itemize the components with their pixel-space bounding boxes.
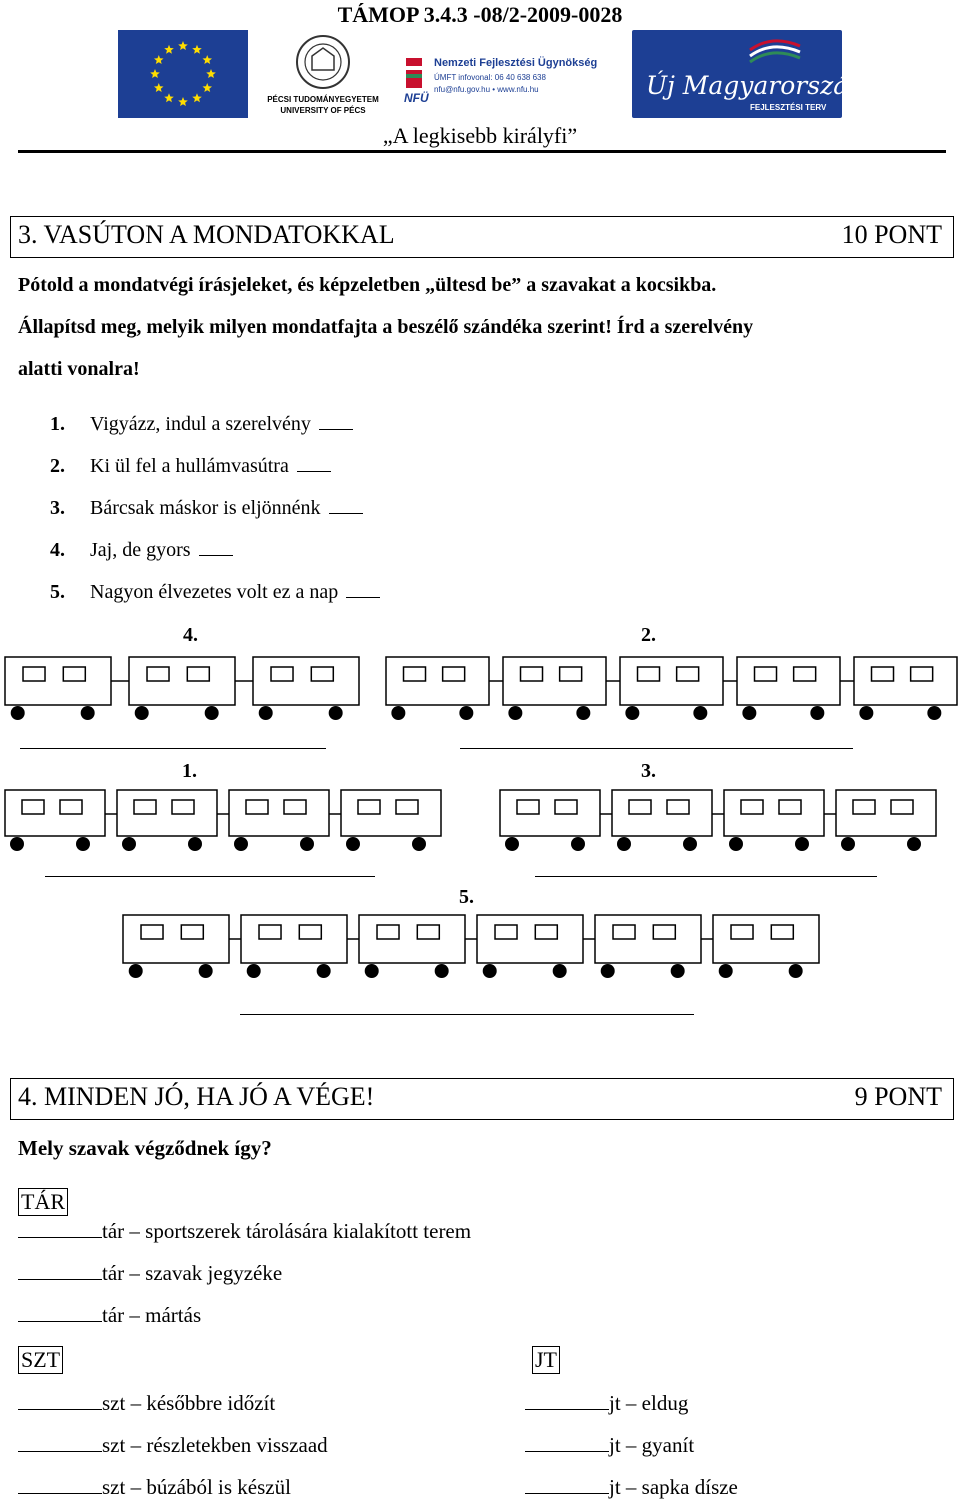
wheel-icon xyxy=(122,837,136,851)
window-icon xyxy=(653,925,675,939)
suffix-jt-box: JT xyxy=(532,1346,560,1374)
tar-item-1 xyxy=(18,1219,471,1244)
window-icon xyxy=(771,925,793,939)
window-icon xyxy=(377,925,399,939)
tar-item-text: tár – mártás xyxy=(102,1303,202,1327)
section4-title: 4. MINDEN JÓ, HA JÓ A VÉGE! xyxy=(18,1082,375,1111)
um-title: Új Magyarország xyxy=(646,71,865,100)
section3-points: 10 PONT xyxy=(841,220,942,249)
train-2-answer-line[interactable] xyxy=(460,748,853,749)
szt-item-2 xyxy=(18,1433,328,1458)
answer-blank[interactable] xyxy=(525,1475,609,1494)
section3-instruction-1: Pótold a mondatvégi írásjeleket, és képzeletben „ültesd be” a szavakat a kocsikba. xyxy=(18,274,717,296)
wheel-icon xyxy=(259,706,273,720)
wheel-icon xyxy=(625,706,639,720)
train-car[interactable] xyxy=(620,657,737,720)
sentence-number: 2. xyxy=(50,455,65,477)
wheel-icon xyxy=(810,706,824,720)
nfu-contact1: ÚMFT infovonal: 06 40 638 638 xyxy=(434,73,546,82)
sentence-text: Bárcsak máskor is eljönnénk xyxy=(90,497,321,519)
train-car[interactable] xyxy=(253,657,359,720)
train-car[interactable] xyxy=(500,790,612,851)
um-sub: FEJLESZTÉSI TERV xyxy=(750,103,827,112)
window-icon xyxy=(613,925,635,939)
section3-title: 3. VASÚTON A MONDATOKKAL xyxy=(18,220,395,249)
train-2 xyxy=(386,657,957,720)
train-car[interactable] xyxy=(612,790,724,851)
sentence-text: Vigyázz, indul a szerelvény xyxy=(90,413,311,435)
window-icon xyxy=(358,800,380,814)
train-5 xyxy=(123,915,819,978)
window-icon xyxy=(181,925,203,939)
wheel-icon xyxy=(435,964,449,978)
tar-item-2 xyxy=(18,1261,282,1286)
window-icon xyxy=(779,800,801,814)
document-subtitle: „A legkisebb királyfi” xyxy=(382,123,578,148)
suffix-szt-box: SZT xyxy=(18,1346,63,1374)
suffix-tar-box: TÁR xyxy=(18,1188,68,1216)
train-car[interactable] xyxy=(229,790,341,851)
window-icon xyxy=(535,925,557,939)
train-label-1: 1. xyxy=(182,760,197,782)
window-icon xyxy=(23,667,45,681)
szt-item-text: szt – későbbre időzít xyxy=(102,1391,276,1415)
wheel-icon xyxy=(576,706,590,720)
window-icon xyxy=(259,925,281,939)
wheel-icon xyxy=(505,837,519,851)
university-name: PÉCSI TUDOMÁNYEGYETEM xyxy=(267,95,379,104)
train-car[interactable] xyxy=(341,790,441,851)
train-car[interactable] xyxy=(241,915,359,978)
wheel-icon xyxy=(907,837,921,851)
window-icon xyxy=(271,667,293,681)
section4-points: 9 PONT xyxy=(854,1082,942,1111)
answer-blank[interactable] xyxy=(18,1219,102,1238)
wheel-icon xyxy=(247,964,261,978)
wheel-icon xyxy=(683,837,697,851)
train-car[interactable] xyxy=(503,657,620,720)
sentence-number: 5. xyxy=(50,581,65,603)
train-car[interactable] xyxy=(129,657,253,720)
answer-blank[interactable] xyxy=(525,1433,609,1452)
train-label-2: 2. xyxy=(641,624,656,646)
wheel-icon xyxy=(329,706,343,720)
wheel-icon xyxy=(234,837,248,851)
window-icon xyxy=(134,800,156,814)
jt-item-text: jt – gyanít xyxy=(609,1433,695,1457)
train-car[interactable] xyxy=(386,657,503,720)
train-car[interactable] xyxy=(123,915,241,978)
wheel-icon xyxy=(11,706,25,720)
wheel-icon xyxy=(412,837,426,851)
window-icon xyxy=(638,667,660,681)
wheel-icon xyxy=(391,706,405,720)
train-car[interactable] xyxy=(737,657,854,720)
window-icon xyxy=(141,925,163,939)
sentence-text: Nagyon élvezetes volt ez a nap xyxy=(90,581,339,603)
train-1-answer-line[interactable] xyxy=(45,876,375,877)
wheel-icon xyxy=(346,837,360,851)
jt-item-text: jt – eldug xyxy=(609,1391,689,1415)
window-icon xyxy=(741,800,763,814)
wheel-icon xyxy=(553,964,567,978)
jt-item-text: jt – sapka dísze xyxy=(609,1475,738,1499)
wheel-icon xyxy=(571,837,585,851)
jt-item-2 xyxy=(525,1433,694,1458)
window-icon xyxy=(891,800,913,814)
train-label-5: 5. xyxy=(459,886,474,908)
sentence-number: 1. xyxy=(50,413,65,435)
nfu-name: Nemzeti Fejlesztési Ügynökség xyxy=(434,57,598,69)
wheel-icon xyxy=(81,706,95,720)
wheel-icon xyxy=(135,706,149,720)
window-icon xyxy=(417,925,439,939)
train-4 xyxy=(5,657,359,720)
wheel-icon xyxy=(205,706,219,720)
university-name-en: UNIVERSITY OF PÉCS xyxy=(280,106,366,115)
window-icon xyxy=(63,667,85,681)
window-icon xyxy=(60,800,82,814)
window-icon xyxy=(872,667,894,681)
wheel-icon xyxy=(601,964,615,978)
train-3-answer-line[interactable] xyxy=(535,876,877,877)
wheel-icon xyxy=(719,964,733,978)
jt-item-1 xyxy=(525,1391,688,1416)
train-car[interactable] xyxy=(359,915,477,978)
wheel-icon xyxy=(729,837,743,851)
wheel-icon xyxy=(841,837,855,851)
sentence-text: Jaj, de gyors xyxy=(90,539,191,561)
train-car[interactable] xyxy=(724,790,836,851)
window-icon xyxy=(246,800,268,814)
window-icon xyxy=(311,667,333,681)
window-icon xyxy=(443,667,465,681)
tar-item-3 xyxy=(18,1303,201,1328)
answer-blank[interactable] xyxy=(18,1391,102,1410)
wheel-icon xyxy=(10,837,24,851)
window-icon xyxy=(404,667,426,681)
window-icon xyxy=(517,800,539,814)
train-label-4: 4. xyxy=(183,624,198,646)
window-icon xyxy=(172,800,194,814)
window-icon xyxy=(853,800,875,814)
window-icon xyxy=(495,925,517,939)
wheel-icon xyxy=(129,964,143,978)
answer-blank[interactable] xyxy=(525,1391,609,1410)
answer-blank[interactable] xyxy=(18,1433,102,1452)
train-5-answer-line[interactable] xyxy=(240,1014,694,1015)
window-icon xyxy=(677,667,699,681)
wheel-icon xyxy=(508,706,522,720)
window-icon xyxy=(299,925,321,939)
train-car[interactable] xyxy=(713,915,819,978)
jt-item-3 xyxy=(525,1475,738,1500)
window-icon xyxy=(794,667,816,681)
window-icon xyxy=(755,667,777,681)
window-icon xyxy=(911,667,933,681)
wheel-icon xyxy=(317,964,331,978)
wheel-icon xyxy=(188,837,202,851)
section3-instruction-3: alatti vonalra! xyxy=(18,358,140,380)
train-car[interactable] xyxy=(477,915,595,978)
train-label-3: 3. xyxy=(641,760,656,782)
train-car[interactable] xyxy=(5,657,129,720)
window-icon xyxy=(22,800,44,814)
window-icon xyxy=(629,800,651,814)
sentence-text: Ki ül fel a hullámvasútra xyxy=(90,455,289,477)
project-code: TÁMOP 3.4.3 -08/2-2009-0028 xyxy=(337,2,623,27)
window-icon xyxy=(521,667,543,681)
answer-blank[interactable] xyxy=(18,1475,102,1494)
train-3 xyxy=(500,790,936,851)
train-4-answer-line[interactable] xyxy=(20,748,326,749)
window-icon xyxy=(560,667,582,681)
section4-question: Mely szavak végződnek így? xyxy=(18,1136,272,1160)
wheel-icon xyxy=(671,964,685,978)
wheel-icon xyxy=(199,964,213,978)
wheel-icon xyxy=(859,706,873,720)
sentence-number: 3. xyxy=(50,497,65,519)
nfu-contact2: nfu@nfu.gov.hu • www.nfu.hu xyxy=(434,85,539,94)
window-icon xyxy=(396,800,418,814)
sentence-number: 4. xyxy=(50,539,65,561)
tar-item-text: tár – szavak jegyzéke xyxy=(102,1261,283,1285)
wheel-icon xyxy=(795,837,809,851)
szt-item-text: szt – részletekben visszaad xyxy=(102,1433,328,1457)
wheel-icon xyxy=(617,837,631,851)
train-1 xyxy=(5,790,441,851)
window-icon xyxy=(667,800,689,814)
answer-blank[interactable] xyxy=(18,1261,102,1280)
window-icon xyxy=(284,800,306,814)
tar-item-text: tár – sportszerek tárolására kialakított terem xyxy=(102,1219,472,1243)
train-car[interactable] xyxy=(5,790,117,851)
train-car[interactable] xyxy=(836,790,936,851)
window-icon xyxy=(187,667,209,681)
answer-blank[interactable] xyxy=(18,1303,102,1322)
wheel-icon xyxy=(365,964,379,978)
window-icon xyxy=(731,925,753,939)
wheel-icon xyxy=(742,706,756,720)
nfu-abbr: NFÜ xyxy=(404,91,429,105)
wheel-icon xyxy=(459,706,473,720)
train-car[interactable] xyxy=(595,915,713,978)
wheel-icon xyxy=(300,837,314,851)
wheel-icon xyxy=(693,706,707,720)
window-icon xyxy=(555,800,577,814)
szt-item-1 xyxy=(18,1391,275,1416)
wheel-icon xyxy=(483,964,497,978)
train-car[interactable] xyxy=(117,790,229,851)
szt-item-3 xyxy=(18,1475,291,1500)
window-icon xyxy=(147,667,169,681)
train-car[interactable] xyxy=(854,657,957,720)
szt-item-text: szt – búzából is készül xyxy=(102,1475,291,1499)
section3-instruction-2: Állapítsd meg, melyik milyen mondatfajta a beszélő szándéka szerint! Írd a szerelvény xyxy=(18,316,754,338)
wheel-icon xyxy=(927,706,941,720)
wheel-icon xyxy=(789,964,803,978)
wheel-icon xyxy=(76,837,90,851)
